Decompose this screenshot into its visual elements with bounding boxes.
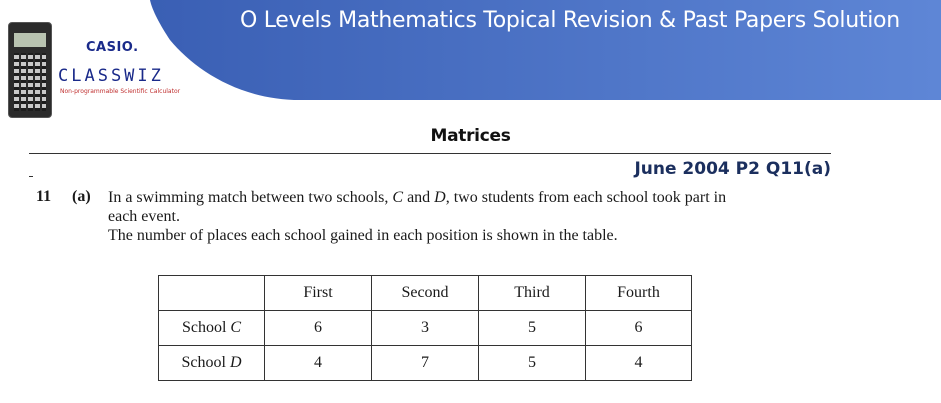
row-label (159, 346, 265, 381)
topic-heading: Matrices (430, 126, 511, 146)
question-line-1c: , two students from each school took part in (445, 189, 727, 206)
brand-logo: CASIO. (86, 40, 139, 55)
question-number: 11 (36, 188, 52, 205)
divider-tick (29, 176, 33, 177)
table-cell: 4 (586, 346, 692, 381)
table-cell: 4 (265, 346, 372, 381)
row-label-prefix: School (181, 319, 231, 336)
product-logo: CLASSWIZ (58, 66, 164, 86)
school-d-var: D (434, 189, 446, 206)
divider (29, 153, 831, 154)
table-header-cell: First (265, 276, 372, 311)
calculator-screen (14, 33, 46, 47)
table-header-cell (159, 276, 265, 311)
table-cell: 5 (479, 346, 586, 381)
table-cell: 6 (586, 311, 692, 346)
table-header-cell: Third (479, 276, 586, 311)
row-label-var: D (229, 354, 242, 371)
banner-title: O Levels Mathematics Topical Revision & Past Papers Solution (240, 8, 900, 33)
table-cell: 3 (372, 311, 479, 346)
table-row (159, 311, 692, 346)
table-header-cell: Second (372, 276, 479, 311)
question-line-1a: In a swimming match between two schools, (108, 189, 393, 206)
table-header-row (159, 276, 692, 311)
question-line-2: each event. (108, 208, 180, 225)
question-text (108, 188, 818, 245)
question-part: (a) (72, 188, 91, 205)
school-c-var: C (392, 189, 404, 206)
calculator-keys (14, 53, 46, 111)
table-cell: 5 (479, 311, 586, 346)
calculator-icon (8, 22, 52, 118)
row-label-var: C (230, 319, 242, 336)
table-cell: 6 (265, 311, 372, 346)
question-line-1b: and (403, 189, 435, 206)
tagline: Non-programmable Scientific Calculator (60, 88, 181, 95)
question-line-3: The number of places each school gained in each position is shown in the table. (108, 227, 618, 244)
question-line-1 (108, 188, 818, 207)
places-table (158, 275, 692, 381)
row-label-prefix: School (181, 354, 230, 371)
paper-reference: June 2004 P2 Q11(a) (634, 159, 831, 179)
table-row (159, 346, 692, 381)
row-label (159, 311, 265, 346)
table-cell: 7 (372, 346, 479, 381)
table-header-cell: Fourth (586, 276, 692, 311)
